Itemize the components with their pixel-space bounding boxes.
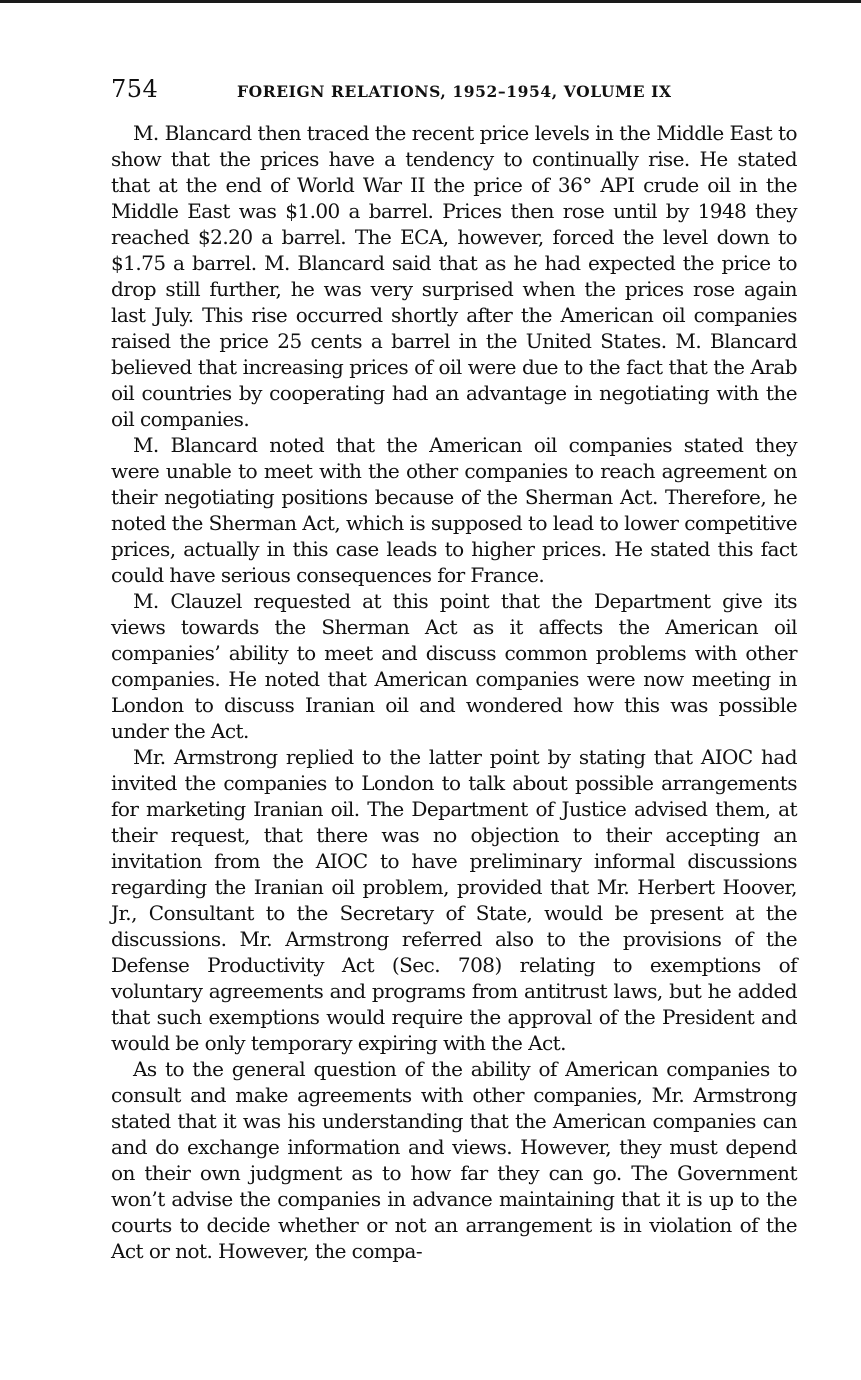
paragraph-armstrong-reply: Mr. Armstrong replied to the latter point by stating that AIOC had invited the companies to London to talk about possible arrangements for marketing Iranian oil. The Department of Justice advised them, at their request, that there was no objection to their accepting an invitation from the AIOC to have preliminary informal discussions regarding the Iranian oil problem, provided that Mr. Herbert Hoover, Jr., Consultant to the Secretary of State, would be present at the discussions. Mr. Armstrong referred also to the provisions of the Defense Productivity Act (Sec. 708) relating to exemptions of voluntary agreements and programs from antitrust laws, but he added that such exemptions would require the approval of the President and would be only temporary expiring with the Act. (111, 745, 797, 1055)
paragraph-blancard-prices: M. Blancard then traced the recent price levels in the Middle East to show that the prices have a tendency to continually rise. He stated that at the end of World War II the price of 36° API crude oil in the Middle East was $1.00 a barrel. Prices then rose until by 1948 they reached $2.20 a barrel. The ECA, however, forced the level down to $1.75 a barrel. M. Blancard said that as he had expected the price to drop still further, he was very surprised when the prices rose again last July. This rise occurred shortly after the American oil companies raised the price 25 cents a barrel in the United States. M. Blancard believed that increasing prices of oil were due to the fact that the Arab oil countries by cooperating had an advantage in negotiating with the oil companies. (111, 121, 797, 431)
page-header (111, 74, 797, 106)
page-number: 754 (111, 75, 159, 103)
running-head: FOREIGN RELATIONS, 1952–1954, VOLUME IX (237, 82, 672, 101)
page-top-edge (0, 0, 861, 3)
paragraph-clauzel-request: M. Clauzel requested at this point that the Department give its views towards the Sherman Act as it affects the American oil companies’ ability to meet and discuss common problems with other companies. He noted that American companies were now meeting in London to discuss Iranian oil and wondered how this was possible under the Act. (111, 589, 797, 743)
body-text (111, 120, 797, 1264)
paragraph-general-question: As to the general question of the ability of American companies to consult and make agreements with other companies, Mr. Armstrong stated that it was his understanding that the American companies can and do exchange information and views. However, they must depend on their own judgment as to how far they can go. The Government won’t advise the companies in advance maintaining that it is up to the courts to decide whether or not an arrangement is in violation of the Act or not. However, the compa- (111, 1057, 797, 1263)
paragraph-sherman-act: M. Blancard noted that the American oil companies stated they were unable to meet with the other companies to reach agreement on their negotiating positions because of the Sherman Act. Therefore, he noted the Sherman Act, which is supposed to lead to lower competitive prices, actually in this case leads to higher prices. He stated this fact could have serious consequences for France. (111, 433, 797, 587)
